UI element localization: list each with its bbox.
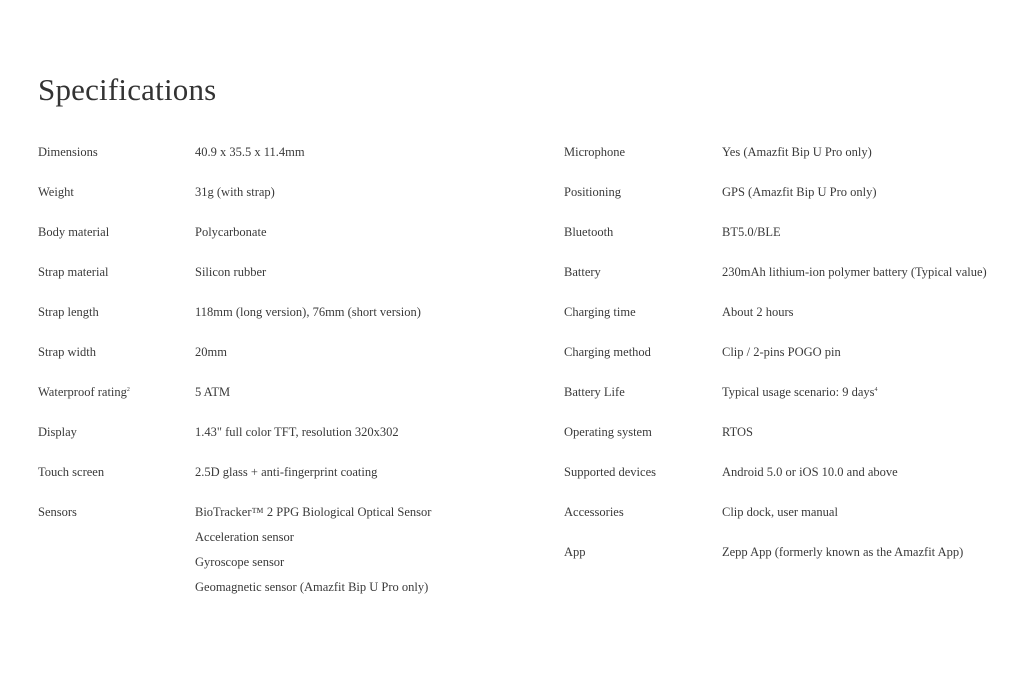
spec-label-text: Body material bbox=[38, 225, 110, 239]
spec-value bbox=[195, 264, 266, 280]
spec-values bbox=[195, 304, 421, 320]
spec-value-text: 31g (with strap) bbox=[195, 185, 275, 199]
spec-value bbox=[722, 224, 781, 240]
spec-value bbox=[195, 144, 305, 160]
spec-values bbox=[195, 384, 230, 400]
spec-label bbox=[564, 184, 722, 200]
spec-values bbox=[722, 424, 753, 440]
spec-label bbox=[38, 424, 195, 440]
spec-values bbox=[722, 384, 878, 400]
spec-label bbox=[564, 504, 722, 520]
spec-label-text: Strap width bbox=[38, 345, 96, 359]
spec-row-waterproof-rating bbox=[38, 384, 431, 400]
spec-value bbox=[722, 304, 794, 320]
spec-value-text: About 2 hours bbox=[722, 305, 794, 319]
spec-value bbox=[722, 464, 898, 480]
spec-row-accessories bbox=[564, 504, 987, 520]
spec-label bbox=[564, 224, 722, 240]
specs-left-column bbox=[38, 144, 431, 619]
spec-label-text: Touch screen bbox=[38, 465, 105, 479]
spec-label bbox=[38, 504, 195, 520]
spec-value-text: Polycarbonate bbox=[195, 225, 267, 239]
spec-label bbox=[38, 464, 195, 480]
spec-label-text: Battery bbox=[564, 265, 601, 279]
spec-label bbox=[564, 384, 722, 400]
spec-value-text: Clip dock, user manual bbox=[722, 505, 838, 519]
spec-value-text: Clip / 2-pins POGO pin bbox=[722, 345, 841, 359]
spec-label bbox=[564, 304, 722, 320]
spec-value-text: Acceleration sensor bbox=[195, 530, 294, 544]
spec-label bbox=[38, 344, 195, 360]
spec-value bbox=[195, 184, 275, 200]
spec-label-text: Display bbox=[38, 425, 77, 439]
spec-value-text: Gyroscope sensor bbox=[195, 555, 285, 569]
spec-label-text: Weight bbox=[38, 185, 74, 199]
spec-value-text: 230mAh lithium-ion polymer battery (Typical value) bbox=[722, 265, 987, 279]
spec-value bbox=[722, 344, 841, 360]
spec-values bbox=[722, 504, 838, 520]
spec-value bbox=[722, 424, 753, 440]
spec-label-text: Strap length bbox=[38, 305, 99, 319]
spec-value-text: Zepp App (formerly known as the Amazfit App) bbox=[722, 545, 964, 559]
spec-label bbox=[38, 304, 195, 320]
spec-row-bluetooth bbox=[564, 224, 987, 240]
spec-values bbox=[722, 544, 963, 560]
spec-label-text: Strap material bbox=[38, 265, 109, 279]
spec-label-text: Sensors bbox=[38, 505, 77, 519]
spec-values bbox=[722, 224, 781, 240]
spec-value-text: Silicon rubber bbox=[195, 265, 267, 279]
spec-label-text: Bluetooth bbox=[564, 225, 614, 239]
spec-row-strap-width bbox=[38, 344, 431, 360]
page-title: Specifications bbox=[38, 72, 217, 107]
spec-label-text: Charging method bbox=[564, 345, 651, 359]
spec-value-text: 40.9 x 35.5 x 11.4mm bbox=[195, 145, 305, 159]
spec-value bbox=[195, 464, 377, 480]
spec-value bbox=[722, 184, 877, 200]
spec-label bbox=[38, 264, 195, 280]
spec-label-text: Positioning bbox=[564, 185, 621, 199]
spec-value-text: GPS (Amazfit Bip U Pro only) bbox=[722, 185, 877, 199]
spec-row-charging-time bbox=[564, 304, 987, 320]
spec-value bbox=[195, 579, 431, 595]
spec-row-battery bbox=[564, 264, 987, 280]
spec-label-text: Battery Life bbox=[564, 385, 625, 399]
spec-value-text: 20mm bbox=[195, 345, 227, 359]
spec-label-text: Charging time bbox=[564, 305, 636, 319]
spec-value-text: Geomagnetic sensor (Amazfit Bip U Pro only) bbox=[195, 580, 429, 594]
spec-label-text: Operating system bbox=[564, 425, 652, 439]
spec-label bbox=[38, 144, 195, 160]
spec-values bbox=[722, 304, 794, 320]
spec-value bbox=[195, 384, 230, 400]
spec-value bbox=[195, 344, 227, 360]
spec-value bbox=[195, 424, 399, 440]
spec-label bbox=[564, 264, 722, 280]
spec-value bbox=[195, 304, 421, 320]
spec-value-text: 5 ATM bbox=[195, 385, 231, 399]
spec-value-text: BT5.0/BLE bbox=[722, 225, 781, 239]
spec-row-sensors bbox=[38, 504, 431, 595]
spec-values bbox=[195, 504, 431, 595]
spec-value bbox=[722, 264, 987, 280]
spec-row-positioning bbox=[564, 184, 987, 200]
spec-value bbox=[722, 144, 872, 160]
spec-value-text: Android 5.0 or iOS 10.0 and above bbox=[722, 465, 898, 479]
spec-value-text: 118mm (long version), 76mm (short version) bbox=[195, 305, 421, 319]
spec-value bbox=[722, 384, 878, 400]
spec-value-text: RTOS bbox=[722, 425, 753, 439]
spec-row-touch-screen bbox=[38, 464, 431, 480]
spec-value bbox=[195, 224, 267, 240]
spec-value bbox=[195, 529, 431, 545]
spec-label bbox=[38, 384, 195, 400]
spec-label-text: Supported devices bbox=[564, 465, 656, 479]
spec-values bbox=[722, 264, 987, 280]
spec-label-text: Microphone bbox=[564, 145, 626, 159]
spec-label bbox=[564, 424, 722, 440]
specs-right-column bbox=[564, 144, 987, 584]
spec-label bbox=[564, 464, 722, 480]
spec-values bbox=[195, 344, 227, 360]
spec-label-text: Accessories bbox=[564, 505, 624, 519]
spec-row-battery-life bbox=[564, 384, 987, 400]
spec-values bbox=[195, 464, 377, 480]
spec-label bbox=[38, 184, 195, 200]
spec-value-text: BioTracker™ 2 PPG Biological Optical Sensor bbox=[195, 505, 432, 519]
spec-values bbox=[195, 184, 275, 200]
spec-label-text: Dimensions bbox=[38, 145, 98, 159]
spec-values bbox=[195, 144, 305, 160]
spec-row-strap-length bbox=[38, 304, 431, 320]
spec-label bbox=[564, 544, 722, 560]
footnote-marker: 4 bbox=[874, 386, 878, 393]
spec-values bbox=[722, 344, 841, 360]
spec-row-weight bbox=[38, 184, 431, 200]
spec-row-app bbox=[564, 544, 987, 560]
spec-value bbox=[195, 554, 431, 570]
spec-value bbox=[195, 504, 431, 520]
spec-row-supported-devices bbox=[564, 464, 987, 480]
spec-row-microphone bbox=[564, 144, 987, 160]
spec-label bbox=[564, 344, 722, 360]
spec-label-text: Waterproof rating bbox=[38, 385, 127, 399]
spec-value-text: Typical usage scenario: 9 days bbox=[722, 385, 875, 399]
spec-label-text: App bbox=[564, 545, 586, 559]
spec-value bbox=[722, 544, 963, 560]
spec-values bbox=[195, 424, 399, 440]
spec-values bbox=[195, 264, 266, 280]
spec-value bbox=[722, 504, 838, 520]
spec-row-body-material bbox=[38, 224, 431, 240]
footnote-marker: 2 bbox=[126, 386, 130, 393]
spec-row-operating-system bbox=[564, 424, 987, 440]
spec-row-strap-material bbox=[38, 264, 431, 280]
spec-value-text: 1.43" full color TFT, resolution 320x302 bbox=[195, 425, 399, 439]
spec-values bbox=[722, 144, 872, 160]
spec-values bbox=[195, 224, 267, 240]
spec-value-text: Yes (Amazfit Bip U Pro only) bbox=[722, 145, 872, 159]
spec-values bbox=[722, 464, 898, 480]
spec-row-dimensions bbox=[38, 144, 431, 160]
spec-label bbox=[564, 144, 722, 160]
spec-label bbox=[38, 224, 195, 240]
spec-values bbox=[722, 184, 877, 200]
spec-row-charging-method bbox=[564, 344, 987, 360]
spec-value-text: 2.5D glass + anti-fingerprint coating bbox=[195, 465, 378, 479]
spec-row-display bbox=[38, 424, 431, 440]
